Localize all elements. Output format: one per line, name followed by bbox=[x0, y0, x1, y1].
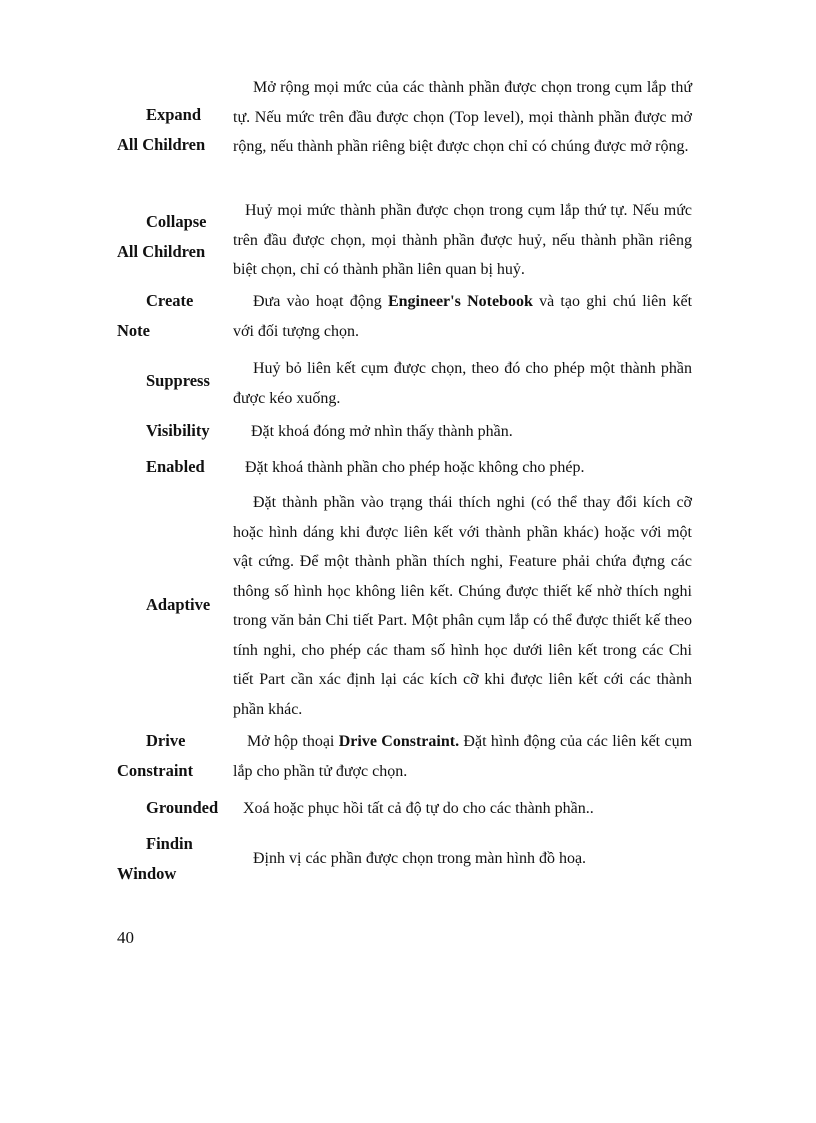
page-number: 40 bbox=[117, 928, 134, 947]
description: Đưa vào hoạt động Engineer's Notebook và tạo ghi chú liên kết với đối tượng chọn. bbox=[233, 293, 693, 340]
term-line-1: Suppress bbox=[146, 371, 210, 390]
term-line-2: Constraint bbox=[117, 761, 194, 780]
description: Đặt khoá thành phần cho phép hoặc không cho phép. bbox=[245, 459, 585, 476]
drive-constraint-label: Drive Constraint. bbox=[338, 733, 460, 750]
term-line-1: Enabled bbox=[146, 457, 205, 476]
term-line-2: Note bbox=[117, 321, 150, 340]
term-line-1: Findin bbox=[146, 834, 193, 853]
term bbox=[117, 793, 229, 823]
term-line-2: Window bbox=[117, 864, 177, 883]
term-line-2: All Children bbox=[117, 242, 206, 261]
term-line-1: Expand bbox=[146, 105, 202, 124]
description: Đặt khoá đóng mở nhìn thấy thành phần. bbox=[251, 423, 513, 440]
term bbox=[117, 416, 229, 446]
term bbox=[117, 100, 229, 160]
description: Mở hộp thoại Drive Constraint. Đặt hình động của các liên kết cụm lắp cho phần tử được chọn. bbox=[233, 733, 693, 780]
term-line-2: All Children bbox=[117, 135, 206, 154]
term bbox=[117, 590, 229, 620]
term-line-1: Create bbox=[146, 291, 194, 310]
term bbox=[117, 286, 229, 346]
term-line-1: Visibility bbox=[146, 421, 210, 440]
term-line-1: Grounded bbox=[146, 798, 219, 817]
term bbox=[117, 452, 229, 482]
description: Huỷ bỏ liên kết cụm được chọn, theo đó cho phép một thành phần được kéo xuống. bbox=[233, 360, 692, 407]
term bbox=[117, 726, 229, 786]
term bbox=[117, 207, 229, 267]
engineers-notebook-label: Engineer's Notebook bbox=[387, 293, 533, 310]
term bbox=[117, 829, 229, 889]
term-line-1: Drive bbox=[146, 731, 186, 750]
description: Huỷ mọi mức thành phần được chọn trong cụm lắp thứ tự. Nếu mức trên đầu được chọn, mọi thành phần được huỷ, nếu thành phần riêng biệt chọn, chỉ có thành phần liên quan bị huỷ. bbox=[233, 202, 692, 278]
term bbox=[117, 366, 229, 396]
description: Định vị các phần được chọn trong màn hình đồ hoạ. bbox=[253, 850, 587, 867]
term-line-1: Adaptive bbox=[146, 595, 211, 614]
description: Đặt thành phần vào trạng thái thích nghi (có thể thay đổi kích cỡ hoặc hình dáng khi được liên kết với thành phần khác) hoặc với một vật cứng. Để một thành phần thích nghi, Feature phải chứa đựng các thông số hình học không liên kết. Chúng được thiết kế nhờ thích nghi trong văn bản Chi tiết Part. Một phân cụm lắp có thể được thiết kế theo tính nghi, cho phép các tham số hình học dưới liên kết trong các Chi tiết Part cần xác định lại các kích cỡ khi được liên kết cới các thành phần khác. bbox=[233, 494, 692, 718]
description: Xoá hoặc phục hồi tất cả độ tự do cho các thành phần.. bbox=[243, 800, 594, 817]
term-line-1: Collapse bbox=[146, 212, 207, 231]
description: Mở rộng mọi mức của các thành phần được chọn trong cụm lắp thứ tự. Nếu mức trên đầu được chọn (Top level), mọi thành phần được mở rộng, nếu thành phần riêng biệt được chọn chỉ có chúng được mở rộng. bbox=[233, 79, 692, 155]
